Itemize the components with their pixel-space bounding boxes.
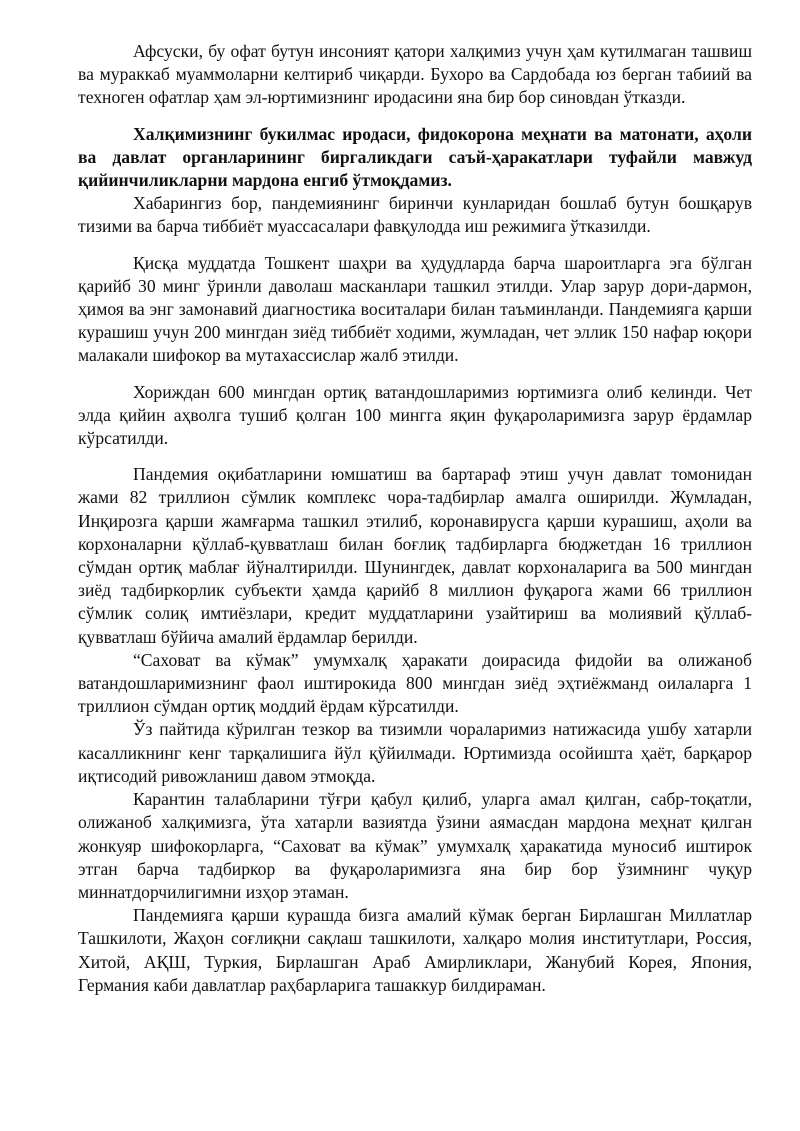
paragraph-treatment-facilities: Қисқа муддатда Тошкент шаҳри ва ҳудудларда барча шароитларга эга бўлган қарийб 30 минг ўринли даволаш масканлари ташкил этилди. Улар зарур дори-дармон, ҳимоя ва энг замонавий диагностика воситалари билан таъминланди. Пандемияга қарши курашиш учун 200 мингдан зиёд тиббиёт ходими, жумладан, чет эллик 150 нафар юқори малакали шифокор ва мутахассислар жалб этилди.	[78, 252, 752, 366]
paragraph-generosity-campaign: “Саховат ва кўмак” умумхалқ ҳаракати доирасида фидойи ва олижаноб ватандошларимизнинг фаол иштирокида 800 мингдан зиёд эҳтиёжманд оилаларга 1 триллион сўмдан ортиқ моддий ёрдам кўрсатилди.	[78, 649, 752, 717]
paragraph-resilience-bold: Халқимизнинг букилмас иродаси, фидокорона меҳнати ва матонати, аҳоли ва давлат органларининг биргаликдаги саъй-ҳаракатлари туфайли мавжуд қийинчиликларни мардона енгиб ўтмоқдамиз.	[78, 123, 752, 191]
paragraph-calamity: Афсуски, бу офат бутун инсоният қатори халқимиз учун ҳам кутилмаган ташвиш ва мураккаб муаммоларни келтириб чиқарди. Бухоро ва Сардобада юз берган табиий ва техноген офатлар ҳам эл-юртимизнинг иродасини яна бир бор синовдан ўтказди.	[78, 41, 752, 108]
paragraph-gratitude-citizens: Карантин талабларини тўғри қабул қилиб, уларга амал қилган, сабр-тоқатли, олижаноб халқимизга, ўта хатарли вазиятда ўзини аямасдан мардона меҳнат қилган жонкуяр шифокорларга, “Саховат ва кўмак” умумхалқ ҳаракатида муносиб иштирок этган барча тадбиркор ва фуқароларимизга яна бир бор ўзимнинг чуқур миннатдорчилигимни изҳор этаман.	[78, 789, 752, 902]
paragraph-timely-measures: Ўз пайтида кўрилган тезкор ва тизимли чораларимиз натижасида ушбу хатарли касалликнинг кенг тарқалишига йўл қўйилмади. Юртимизда осойишта ҳаёт, барқарор иқтисодий ривожланиш давом этмоқда.	[78, 719, 752, 786]
document-page	[78, 40, 752, 997]
paragraph-repatriation: Хориждан 600 мингдан ортиқ ватандошларимиз юртимизга олиб келинди. Чет элда қийин аҳволга тушиб қолган 100 мингга яқин фуқароларимизга зарур ёрдамлар кўрсатилди.	[78, 381, 752, 449]
paragraph-economic-measures: Пандемия оқибатларини юмшатиш ва бартараф этиш учун давлат томонидан жами 82 триллион сўмлик комплекс чора-тадбирлар амалга оширилди. Жумладан, Инқирозга қарши жамғарма ташкил этилиб, коронавирусга қарши курашиш, аҳоли ва корхоналарни қўллаб-қувватлаш билан боғлиқ тадбирларга бюджетдан 16 триллион сўмдан ортиқ маблағ йўналтирилди. Шунингдек, давлат корхоналарига ва 500 мингдан зиёд тадбиркорлик субъекти ҳамда қарийб 8 миллион фуқарога жами 66 триллион сўмлик солиқ имтиёзлари, кредит муддатларини узайтириш ва молиявий қўллаб-қувватлаш бўйича амалий ёрдамлар берилди.	[78, 464, 752, 647]
paragraph-emergency-regime: Хабарингиз бор, пандемиянинг биринчи кунларидан бошлаб бутун бошқарув тизими ва барча тиббиёт муассасалари фавқулодда иш режимига ўтказилди.	[78, 193, 752, 237]
paragraph-gratitude-international: Пандемияга қарши курашда бизга амалий кўмак берган Бирлашган Миллатлар Ташкилоти, Жаҳон соғлиқни сақлаш ташкилоти, халқаро молия институтлари, Россия, Хитой, АҚШ, Туркия, Бирлашган Араб Амирликлари, Жанубий Корея, Япония, Германия каби давлатлар раҳбарларига ташаккур билдираман.	[78, 905, 752, 995]
